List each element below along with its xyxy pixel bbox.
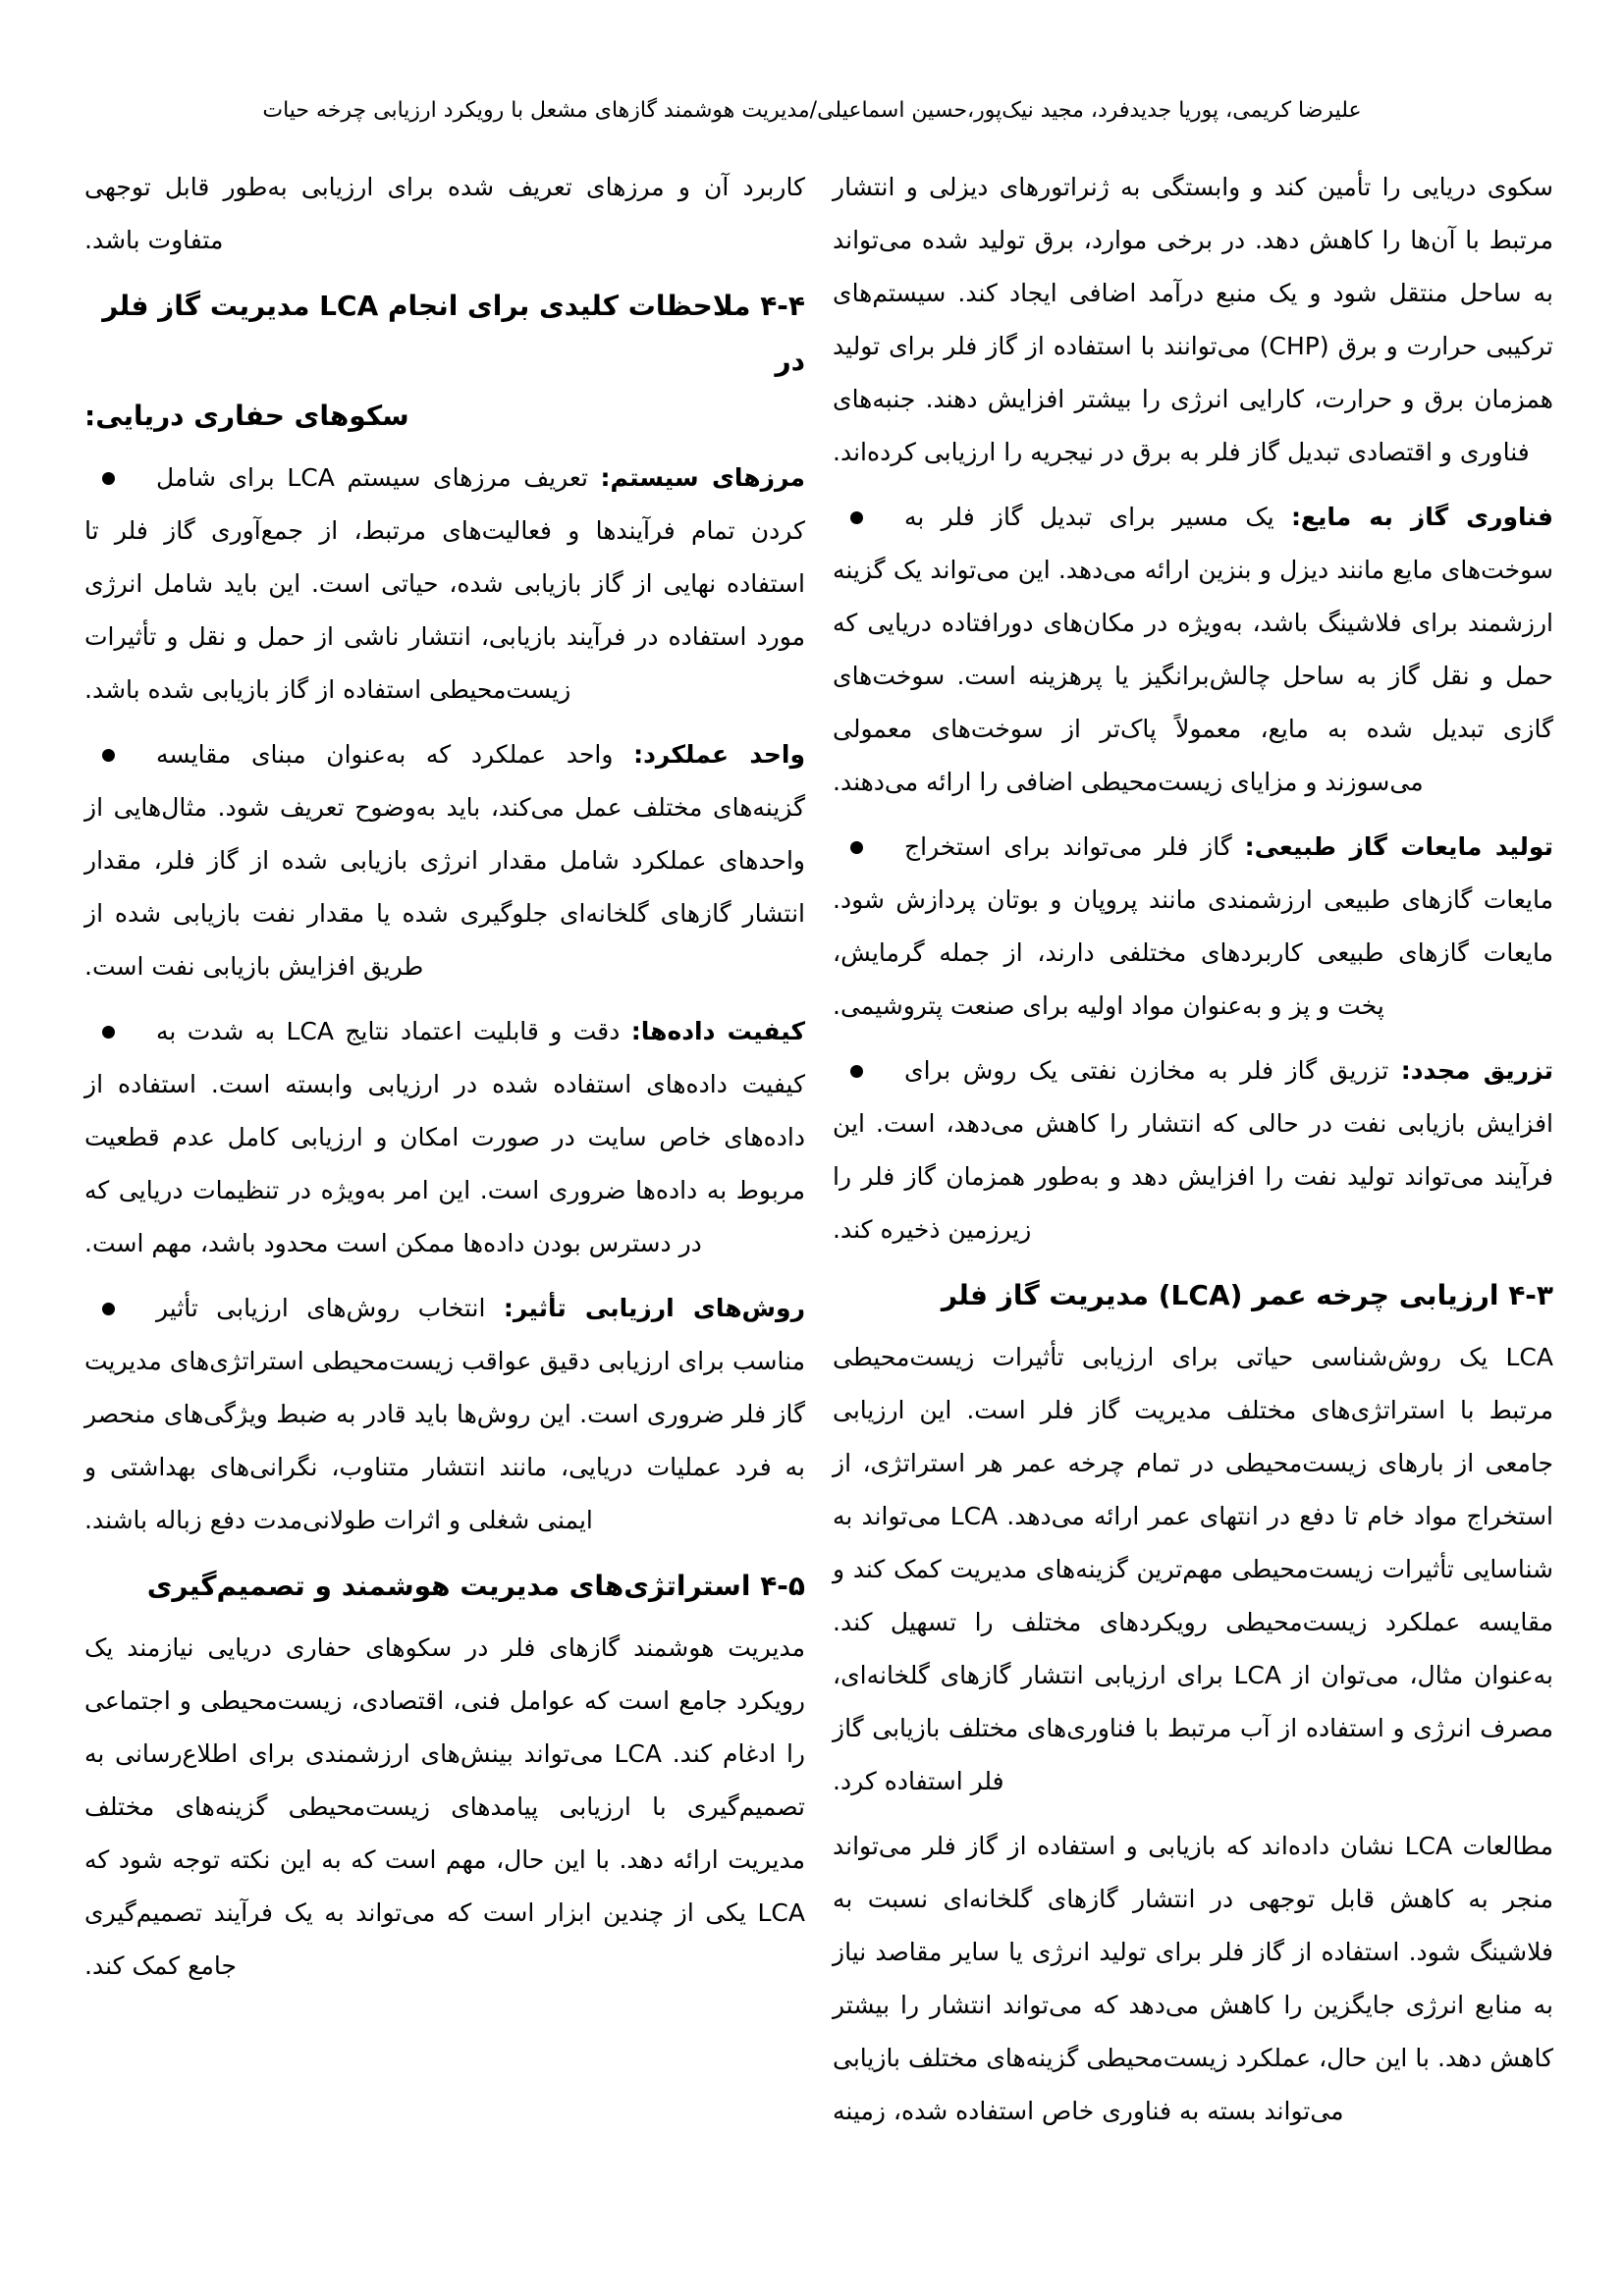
bullet-list-item [833,821,1553,1033]
bullet-lead: تزریق مجدد: [1400,1056,1553,1085]
bullet-text: تعریف مرزهای سیستم LCA برای شامل کردن تمام فرآیندها و فعالیت‌های مرتبط، از جمع‌آوری گاز فلر تا استفاده نهایی از گاز بازیابی شده، حیاتی است. این باید شامل انرژی مورد استفاده در فرآیند بازیابی، انتشار ناشی از حمل و نقل و تأثیرات زیست‌محیطی استفاده از گاز بازیابی شده باشد. [84,463,805,704]
column-right [833,161,1553,2150]
bullet-dot-icon [102,749,115,762]
bullet-dot-icon [102,1026,115,1039]
body-paragraph: مدیریت هوشمند گازهای فلر در سکوهای حفاری دریایی نیازمند یک رویکرد جامع است که عوامل فنی، اقتصادی، زیست‌محیطی و اجتماعی را ادغام کند. LCA می‌تواند بینش‌های ارزشمندی برای اطلاع‌رسانی به تصمیم‌گیری با ارزیابی پیامدهای زیست‌محیطی گزینه‌های مختلف مدیریت ارائه دهد. با این حال، مهم است که به این نکته توجه شود که LCA یکی از چندین ابزار است که می‌تواند به یک فرآیند تصمیم‌گیری جامع کمک کند. [84,1633,805,1980]
heading-line-1 [84,279,805,389]
heading-title: استراتژی‌های مدیریت هوشمند و تصمیم‌گیری [146,1570,751,1602]
heading-number: ۴-۳ [1508,1279,1553,1311]
section-heading-4-3 [833,1268,1553,1323]
bullet-dot-icon [850,1065,863,1078]
bullet-lead: فناوری گاز به مایع: [1290,503,1553,531]
body-paragraph: کاربرد آن و مرزهای تعریف شده برای ارزیابی به‌طور قابل توجهی متفاوت باشد. [84,173,805,254]
bullet-lead: روش‌های ارزیابی تأثیر: [503,1294,805,1322]
bullet-list-item [84,1005,805,1270]
bullet-list-item [84,452,805,717]
bullet-dot-icon [102,1303,115,1315]
bullet-text: یک مسیر برای تبدیل گاز فلر به سوخت‌های مایع مانند دیزل و بنزین ارائه می‌دهد. این می‌تواند یک گزینه ارزشمند برای فلاشینگ باشد، به‌ویژه در مکان‌های دورافتاده دریایی که حمل و نقل گاز به ساحل چالش‌برانگیز یا پرهزینه است. سوخت‌های گازی تبدیل شده به مایع، معمولاً پاک‌تر از سوخت‌های معمولی می‌سوزند و مزایای زیست‌محیطی اضافی را ارائه می‌دهند. [833,503,1553,796]
bullet-lead: کیفیت داده‌ها: [630,1017,806,1045]
bullet-list-item [84,728,805,993]
bullet-lead: واحد عملکرد: [633,740,805,769]
bullet-text: تزریق گاز فلر به مخازن نفتی یک روش برای افزایش بازیابی نفت در حالی که انتشار را کاهش می‌دهد، است. این فرآیند می‌تواند تولید نفت را افزایش دهد و به‌طور همزمان گاز فلر را زیرزمین ذخیره کند. [833,1056,1553,1244]
heading-number: ۴-۵ [760,1570,805,1602]
byline-title: علیرضا کریمی، پوریا جدیدفرد، مجید نیک‌پور،حسین اسماعیلی/مدیریت هوشمند گازهای مشعل با رویکرد ارزیابی چرخه حیات [262,98,1362,123]
bullet-text: واحد عملکرد که به‌عنوان مبنای مقایسه گزینه‌های مختلف عمل می‌کند، باید به‌وضوح تعریف شود. مثال‌هایی از واحدهای عملکرد شامل مقدار انرژی بازیابی شده از گاز فلر، مقدار انتشار گازهای گلخانه‌ای جلوگیری شده یا مقدار نفت بازیابی شده از طریق افزایش بازیابی نفت است. [84,740,805,981]
bullet-text: دقت و قابلیت اعتماد نتایج LCA به شدت به کیفیت داده‌های استفاده شده در ارزیابی وابسته است. استفاده از داده‌های خاص سایت در صورت امکان و ارزیابی کامل عدم قطعیت مربوط به داده‌ها ضروری است. این امر به‌ویژه در تنظیمات دریایی که در دسترس بودن داده‌ها ممکن است محدود باشد، مهم است. [84,1017,805,1257]
heading-title: ملاحظات کلیدی برای انجام LCA مدیریت گاز فلر در [102,290,805,377]
bullet-text: گاز فلر می‌تواند برای استخراج مایعات گازهای طبیعی ارزشمندی مانند پروپان و بوتان پردازش شود. مایعات گازهای طبیعی کاربردهای مختلفی دارند، از جمله گرمایش، پخت و پز و به‌عنوان مواد اولیه برای صنعت پتروشیمی. [833,832,1553,1020]
bullet-dot-icon [850,511,863,524]
column-left [84,161,805,2150]
bullet-lead: تولید مایعات گاز طبیعی: [1244,832,1553,861]
section-heading-4-5 [84,1559,805,1614]
bullet-lead: مرزهای سیستم: [600,463,805,492]
bullet-list-item [84,1282,805,1547]
bullet-list-item [833,491,1553,809]
section-heading-4-4 [84,279,805,444]
bullet-dot-icon [850,841,863,854]
bullet-dot-icon [102,472,115,485]
content-columns [0,128,1624,2150]
body-paragraph: LCA یک روش‌شناسی حیاتی برای ارزیابی تأثیرات زیست‌محیطی مرتبط با استراتژی‌های مختلف مدیریت گاز فلر است. این ارزیابی جامعی از بارهای زیست‌محیطی در تمام چرخه عمر هر استراتژی، از استخراج مواد خام تا دفع در انتهای عمر ارائه می‌دهد. LCA می‌تواند به شناسایی تأثیرات زیست‌محیطی مهم‌ترین گزینه‌های مدیریت کمک کند و مقایسه عملکرد زیست‌محیطی رویکردهای مختلف را تسهیل کند. به‌عنوان مثال، می‌توان از LCA برای ارزیابی انتشار گازهای گلخانه‌ای، مصرف انرژی و استفاده از آب مرتبط با فناوری‌های مختلف بازیابی گاز فلر استفاده کرد. [833,1343,1553,1795]
bullet-text: انتخاب روش‌های ارزیابی تأثیر مناسب برای ارزیابی دقیق عواقب زیست‌محیطی استراتژی‌های مدیریت گاز فلر ضروری است. این روش‌ها باید قادر به ضبط ویژگی‌های منحصر به فرد عملیات دریایی، مانند انتشار متناوب، نگرانی‌های بهداشتی و ایمنی شغلی و اثرات طولانی‌مدت دفع زباله باشند. [84,1294,805,1534]
heading-title: ارزیابی چرخه عمر (LCA) مدیریت گاز فلر [941,1279,1499,1311]
bullet-list-item [833,1044,1553,1256]
body-paragraph: مطالعات LCA نشان داده‌اند که بازیابی و استفاده از گاز فلر می‌تواند منجر به کاهش قابل توجهی در انتشار گازهای گلخانه‌ای نسبت به فلاشینگ شود. استفاده از گاز فلر برای تولید انرژی یا سایر مقاصد نیاز به منابع انرژی جایگزین را کاهش می‌دهد که می‌تواند انتشار را بیشتر کاهش دهد. با این حال، عملکرد زیست‌محیطی گزینه‌های مختلف بازیابی می‌تواند بسته به فناوری خاص استفاده شده، زمینه [833,1832,1553,2125]
heading-line-2: سکوهای حفاری دریایی: [84,400,409,432]
body-paragraph: سکوی دریایی را تأمین کند و وابستگی به ژنراتورهای دیزلی و انتشار مرتبط با آن‌ها را کاهش دهد. در برخی موارد، برق تولید شده می‌تواند به ساحل منتقل شود و یک منبع درآمد اضافی ایجاد کند. سیستم‌های ترکیبی حرارت و برق (CHP) می‌توانند با استفاده از گاز فلر برای تولید همزمان برق و حرارت، کارایی انرژی را بیشتر افزایش دهند. جنبه‌های فناوری و اقتصادی تبدیل گاز فلر به برق در نیجریه را ارزیابی کرده‌اند. [833,173,1553,466]
page-header [0,0,1624,128]
heading-number: ۴-۴ [760,290,805,322]
